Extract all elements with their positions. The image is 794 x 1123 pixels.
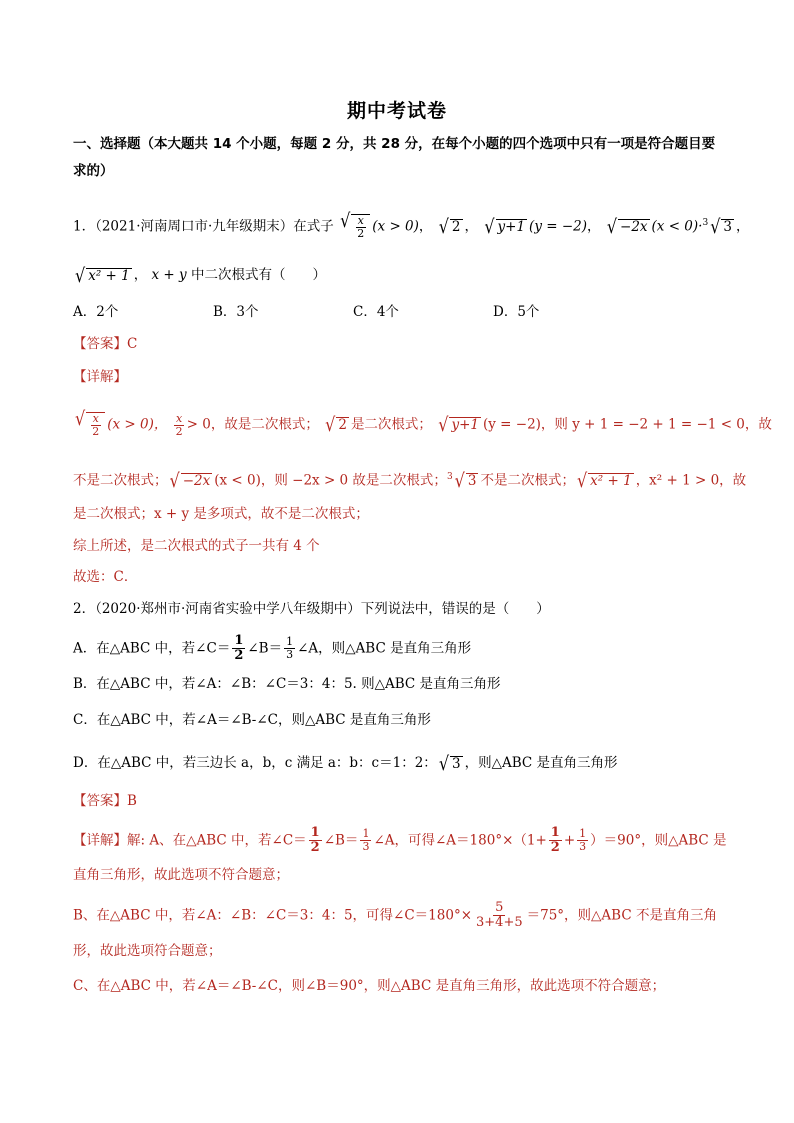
d1-c: 是二次根式； — [350, 416, 432, 433]
page-title: 期中考试卷 — [346, 100, 447, 122]
q1-option-c: C．4个 — [353, 304, 399, 320]
q2-explain-line5: C、在△ABC 中，若∠A＝∠B-∠C，则∠B＝90°，则△ABC 是直角三角形，故此选项不符合题意； — [73, 978, 666, 994]
detail-cube-root-3: √ 3 — [454, 469, 477, 492]
sqrt-y-plus-1: √ y+1 — [484, 215, 526, 238]
detail-sqrt-neg-2x: √ −2x — [169, 469, 211, 492]
q1-expr3-cond: (y = −2) — [529, 218, 588, 235]
d2-c: 不是二次根式； — [480, 472, 575, 489]
detail-frac-x-over-2: $\frac{x}{2}$ — [175, 411, 183, 438]
sqrt-2: √ 2 — [438, 215, 461, 238]
detail-sqrt-y-plus-1: √ y+1 — [438, 413, 479, 436]
section-heading-line2: 求的） — [73, 163, 114, 179]
q2-option-c: C．在△ABC 中，若∠A＝∠B-∠C，则△ABC 是直角三角形 — [73, 712, 431, 728]
d1-d: (y = −2)，则 y + 1 = −2 + 1 = −1 < 0，故 — [482, 416, 772, 433]
q1-stem-line1: 1．（2021·河南周口市·九年级期末）在式子 √ $\frac{x}{2}$ (x > 0)， √ 2 ， √ y+1 (y = −2)， √ −2x (x < 0)·$^3$ √ 3 ， — [73, 208, 750, 240]
d2-b: (x < 0)，则 −2x > 0 故是二次根式； — [214, 472, 447, 489]
q1-stem-mid: 中二次根式有（ ） — [190, 267, 326, 283]
q1-detail-line3: 是二次根式；x + y 是多项式，故不是二次根式； — [73, 506, 369, 522]
q1-stem-prefix: 1．（2021·河南周口市·九年级期末）在式子 — [73, 218, 334, 235]
q1-answer: 【答案】C — [73, 336, 138, 352]
q2-explain-line4: 形，故此选项符合题意； — [73, 943, 222, 959]
q1-option-d: D．5个 — [493, 304, 540, 320]
sqrt-3: √ 3 — [438, 751, 461, 775]
q2-option-a: A．在△ABC 中，若∠C＝ $\frac{1}{2}$ ∠B＝ $\frac{1}{3}$ ∠A，则△ABC 是直角三角形 — [73, 633, 472, 664]
q1-option-b: B．3个 — [213, 304, 259, 320]
q1-detail-line2 — [73, 466, 747, 492]
detail-sqrt-2: √ 2 — [325, 413, 347, 436]
d1-b: > 0，故是二次根式； — [186, 416, 319, 433]
q1-detail-line4: 综上所述，是二次根式的式子一共有 4 个 — [73, 538, 320, 554]
q1-detail-line5: 故选：C． — [73, 569, 138, 585]
section-heading-line1: 一、选择题（本大题共 14 个小题，每题 2 分，共 28 分，在每个小题的四个选项中只有一项是符合题目要 — [73, 136, 716, 152]
expr-x-plus-y: x + y — [151, 267, 187, 283]
q1-stem-line2: √ x² + 1 ， x + y 中二次根式有（ ） — [75, 263, 326, 287]
sqrt-x2-plus-1: √ x² + 1 — [75, 263, 130, 287]
q1-option-a: A．2个 — [73, 304, 119, 320]
d1-a: (x > 0)， — [107, 416, 168, 433]
q2-option-d: D．在△ABC 中，若三边长 a，b，c 满足 a：b：c＝1：2： √ 3 ，则△ABC 是直角三角形 — [73, 751, 618, 775]
detail-sqrt-x-over-2: √ $\frac{x}{2}$ — [75, 412, 105, 438]
q2-option-b: B．在△ABC 中，若∠A：∠B：∠C＝3：4：5. 则△ABC 是直角三角形 — [73, 676, 501, 692]
cube-root-index: 3 — [702, 218, 709, 228]
q1-expr1-cond: (x > 0) — [372, 218, 419, 235]
detail-cube-root-index: 3 — [446, 472, 453, 482]
q1-detail-line1 — [73, 406, 772, 439]
sqrt-neg-2x: √ −2x — [606, 215, 648, 238]
q2-stem: 2．（2020·郑州市·河南省实验中学八年级期中）下列说法中，错误的是（ ） — [73, 601, 550, 617]
q2-answer: 【答案】B — [73, 793, 137, 809]
q2-explain-line2: 直角三角形，故此选项不符合题意； — [73, 867, 289, 883]
detail-sqrt-x2-plus-1: √ x² + 1 — [576, 469, 632, 492]
q1-options — [73, 301, 733, 323]
d2-a: 不是二次根式； — [73, 472, 168, 489]
sqrt-x-over-2: √ $\frac{x}{2}$ — [340, 214, 370, 240]
d2-d: ，x² + 1 > 0，故 — [635, 472, 747, 489]
q1-detail-label: 【详解】 — [73, 369, 127, 385]
cube-root-3: √ 3 — [710, 215, 732, 238]
q2-explain-line3: B、在△ABC 中，若∠A：∠B：∠C＝3：4：5，可得∠C＝180°× $\frac{5}{3+4+5}$ ＝75°，则△ABC 不是直角三角 — [73, 900, 717, 931]
q2-explain-line1: 【详解】解: A、在△ABC 中，若∠C＝ $\frac{1}{2}$ ∠B＝ $\frac{1}{3}$ ∠A，可得∠A＝180°×（1+ $\frac{1}{2}$ + $\frac{1}{3}$ ）＝90°，则△ABC 是 — [73, 825, 727, 856]
q1-expr4-cond: (x < 0)· — [651, 218, 703, 235]
